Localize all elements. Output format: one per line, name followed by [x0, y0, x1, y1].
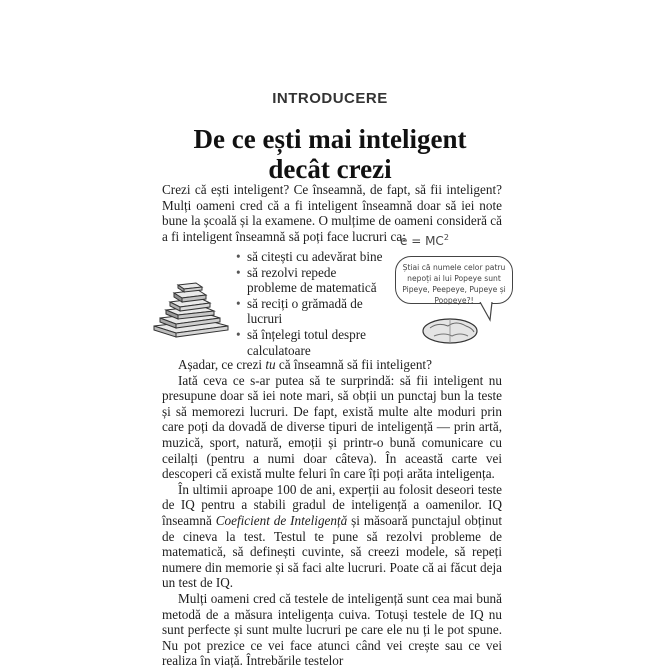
formula-exponent: 2	[443, 233, 449, 242]
intro-paragraph: Crezi că ești inteligent? Ce înseamnă, de fapt, să fii inteligent? Mulți oameni cred că a fi inteligent înseamnă doar să iei note bune la școală și la examene. O mulțime de oameni consideră că a fi inteligent înseamnă să poți face lucruri ca:	[162, 182, 502, 244]
paragraph-3-start: În ultimii aproape 100 de ani, experții au folosit deseori teste de IQ pentru a stabili gradul de inteligență a oamenilor. IQ înseamnă	[162, 481, 502, 528]
chapter-title-line-2: decât crezi	[268, 154, 392, 184]
paragraph-3	[162, 482, 502, 591]
brain-illustration	[420, 312, 482, 346]
paragraph-2: Iată ceva ce s-ar putea să te surprindă: să fii inteligent nu presupune doar să iei note mari, să obții un punctaj bun la teste și să memorezi lucruri. De fapt, există multe alte moduri prin care poți da dovadă de diverse tipuri de inteligență — prin artă, muzică, sport, natură, emoții și printr-o bună comunicare cu ceilalți (pentru a numi doar câteva). În această carte vei descoperi că există multe feluri în care îți poți arăta inteligența.	[162, 372, 502, 482]
intro-paragraph-block	[162, 182, 502, 244]
paragraph-4: Mulți oameni cred că testele de inteligență sunt cea mai bună metodă de a măsura inteligența cuiva. Totuși testele de IQ nu sunt perfecte și sunt multe lucruri pe care ele nu ți le pot spune. Nu pot prezice ce vei face atunci când vei crește sau ce vei realiza în viață. Întrebările testelor	[162, 590, 502, 669]
speech-bubble	[395, 256, 513, 304]
formula-base: e = MC	[400, 234, 444, 248]
chapter-title	[0, 124, 660, 184]
bullet-item-3: • să reciți o grămadă de lucruri	[236, 296, 386, 327]
question-text-end: că înseamnă să fii inteligent?	[275, 357, 432, 372]
bullet-item-1: • să citești cu adevărat bine	[236, 249, 386, 265]
section-label: INTRODUCERE	[272, 90, 388, 107]
paragraph-3-end: și măsoară punctajul obținut de cineva la test. Testul te pune să rezolvi probleme de matematică, să definești cuvinte, să creezi modele, să repeți numere din memorie și să faci alte lucruri. Poate că ai făcut deja un test de IQ.	[162, 512, 502, 591]
body-text	[162, 357, 502, 669]
question-emphasis: tu	[265, 357, 276, 372]
bullet-item-2: • să rezolvi repede probleme de matematică	[236, 265, 386, 296]
bullet-item-4: • să înțelegi totul despre calculatoare	[236, 327, 386, 358]
question-paragraph	[162, 357, 502, 373]
book-stack-illustration	[150, 280, 232, 338]
speech-bubble-text: Știai că numele celor patru nepoți ai lui Popeye sunt Pipeye, Peepeye, Pupeye și Poopeye?!	[402, 263, 506, 305]
formula	[400, 233, 449, 248]
question-text-start: Așadar, ce crezi	[178, 357, 266, 372]
chapter-title-line-1: De ce ești mai inteligent	[193, 124, 467, 154]
bullet-list	[236, 249, 386, 358]
paragraph-3-emphasis: Coeficient de Inteligență	[215, 512, 348, 528]
